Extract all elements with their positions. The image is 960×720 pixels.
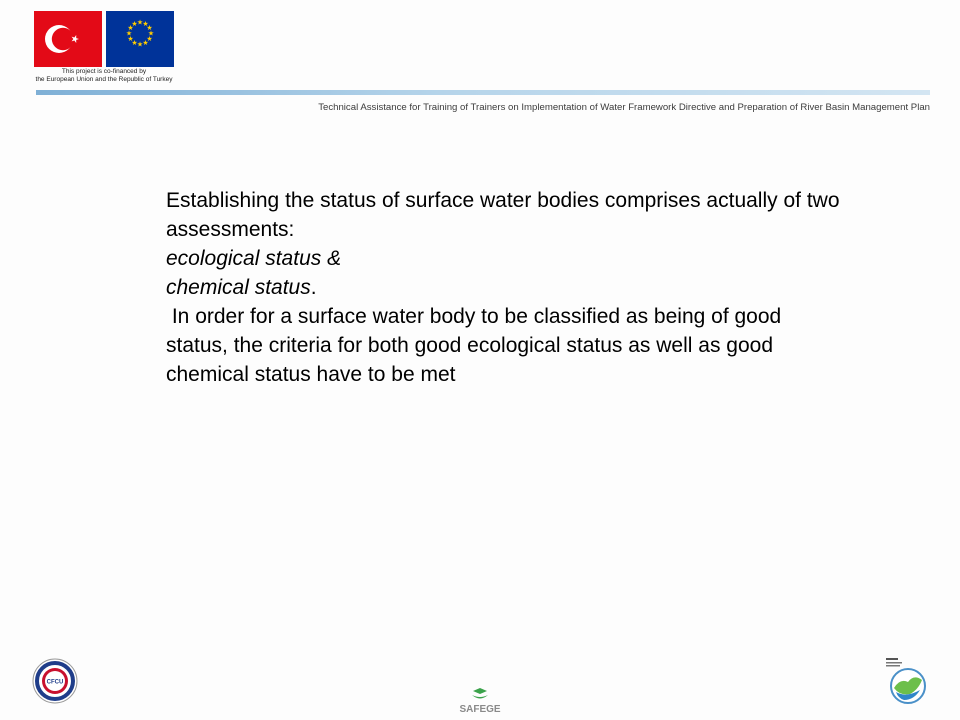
svg-text:★: ★: [136, 40, 144, 49]
cofinance-line-2: the European Union and the Republic of Turkey: [35, 76, 173, 83]
header-divider-bar: [36, 90, 930, 95]
eu-flag-icon: [106, 11, 174, 67]
turkey-flag-icon: [34, 11, 102, 67]
svg-text:★: ★: [142, 39, 149, 47]
ecological-status-item: ecological status &: [166, 247, 342, 270]
chemical-status-period: .: [310, 276, 317, 299]
chemical-status-item: chemical status: [166, 276, 311, 299]
intro-text: Establishing the status of surface water bodies comprises actually of two assessments:: [166, 189, 840, 241]
svg-text:★: ★: [146, 24, 153, 32]
svg-text:★: ★: [136, 18, 144, 27]
svg-text:★: ★: [125, 29, 133, 38]
cofinance-line-1: This project is co-financed by: [61, 68, 147, 75]
svg-text:★: ★: [142, 20, 149, 28]
slide-body: [166, 186, 846, 389]
cfcu-logo-text: CFCU: [46, 679, 64, 686]
svg-text:★: ★: [131, 20, 138, 28]
partner-flags: [34, 11, 176, 71]
safege-logo-icon: [445, 688, 515, 716]
svg-text:★: ★: [146, 35, 153, 43]
cofinance-note: [28, 68, 180, 84]
ministry-logo-icon: [884, 656, 930, 704]
conclusion-text: In order for a surface water body to be classified as being of good status, the criteria for both good ecological status as well as good chemical status have to be met: [166, 305, 788, 386]
svg-text:★: ★: [127, 24, 134, 32]
cfcu-logo-icon: [32, 658, 78, 704]
safege-logo-text: SAFEGE: [459, 704, 501, 715]
chemical-status-line: [166, 273, 846, 302]
project-title: Technical Assistance for Training of Trainers on Implementation of Water Framework Directive and Preparation of River Basin Management Plan: [318, 102, 930, 113]
svg-text:★: ★: [131, 39, 138, 47]
svg-text:★: ★: [147, 29, 155, 38]
svg-text:★: ★: [127, 35, 134, 43]
